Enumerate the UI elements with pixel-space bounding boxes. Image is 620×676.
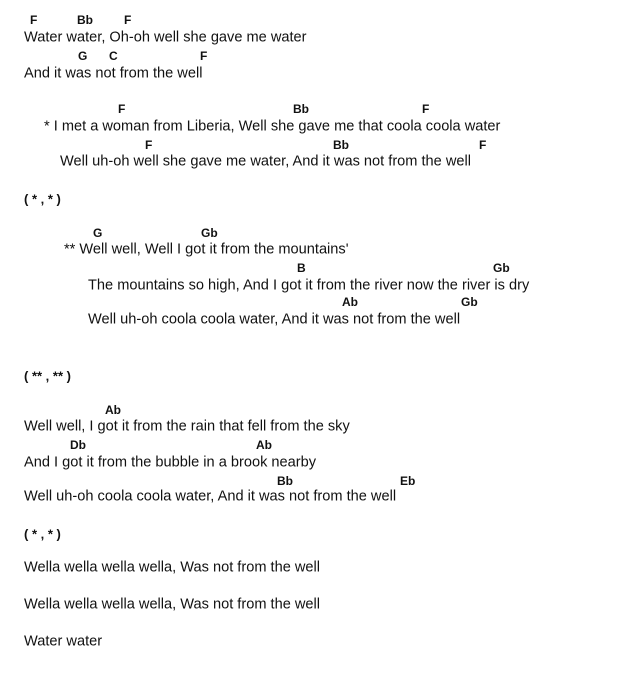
lyric-line: Well uh-oh coola coola water, And it was not from the well [88,311,461,328]
chord-label: Gb [493,261,510,275]
chord-label: Bb [293,102,309,116]
chord-label: F [200,49,208,63]
chord-label: Gb [201,226,218,240]
lyric-line: Wella wella wella wella, Was not from the well [24,596,321,613]
chord-label: Bb [77,13,93,27]
chord-label: Eb [400,474,416,488]
lyric-line: And I got it from the bubble in a brook nearby [24,454,317,471]
lyric-line: * I met a woman from Liberia, Well she gave me that coola coola water [44,118,501,135]
chord-label: Bb [277,474,293,488]
chord-label: G [78,49,88,63]
repeat-marker: ( * , * ) [24,526,61,542]
chord-label: Db [70,438,86,452]
chord-label: F [479,138,487,152]
repeat-marker: ( * , * ) [24,191,61,207]
lyric-line: Water water [24,633,103,650]
chord-label: Ab [342,295,358,309]
lyric-line: Well well, I got it from the rain that fell from the sky [24,418,350,435]
chord-label: G [93,226,103,240]
lyric-line: And it was not from the well [24,65,203,82]
chord-label: F [145,138,153,152]
lyric-line: Water water, Oh-oh well she gave me water [24,29,307,46]
repeat-marker: ( ** , ** ) [24,368,71,384]
chord-label: C [109,49,118,63]
chord-label: F [422,102,430,116]
chord-label: Bb [333,138,349,152]
chord-label: Ab [105,403,121,417]
chord-label: F [118,102,126,116]
lyric-line: Well uh-oh coola coola water, And it was not from the well [24,488,397,505]
chord-label: F [30,13,38,27]
chord-label: F [124,13,132,27]
chord-label: Gb [461,295,478,309]
lyric-line: The mountains so high, And I got it from the river now the river is dry [88,277,530,294]
lyric-line: Wella wella wella wella, Was not from the well [24,559,321,576]
lyric-line: Well uh-oh well she gave me water, And it was not from the well [60,153,471,170]
chord-label: B [297,261,306,275]
lyric-line: ** Well well, Well I got it from the mountains' [64,241,349,258]
chord-label: Ab [256,438,272,452]
